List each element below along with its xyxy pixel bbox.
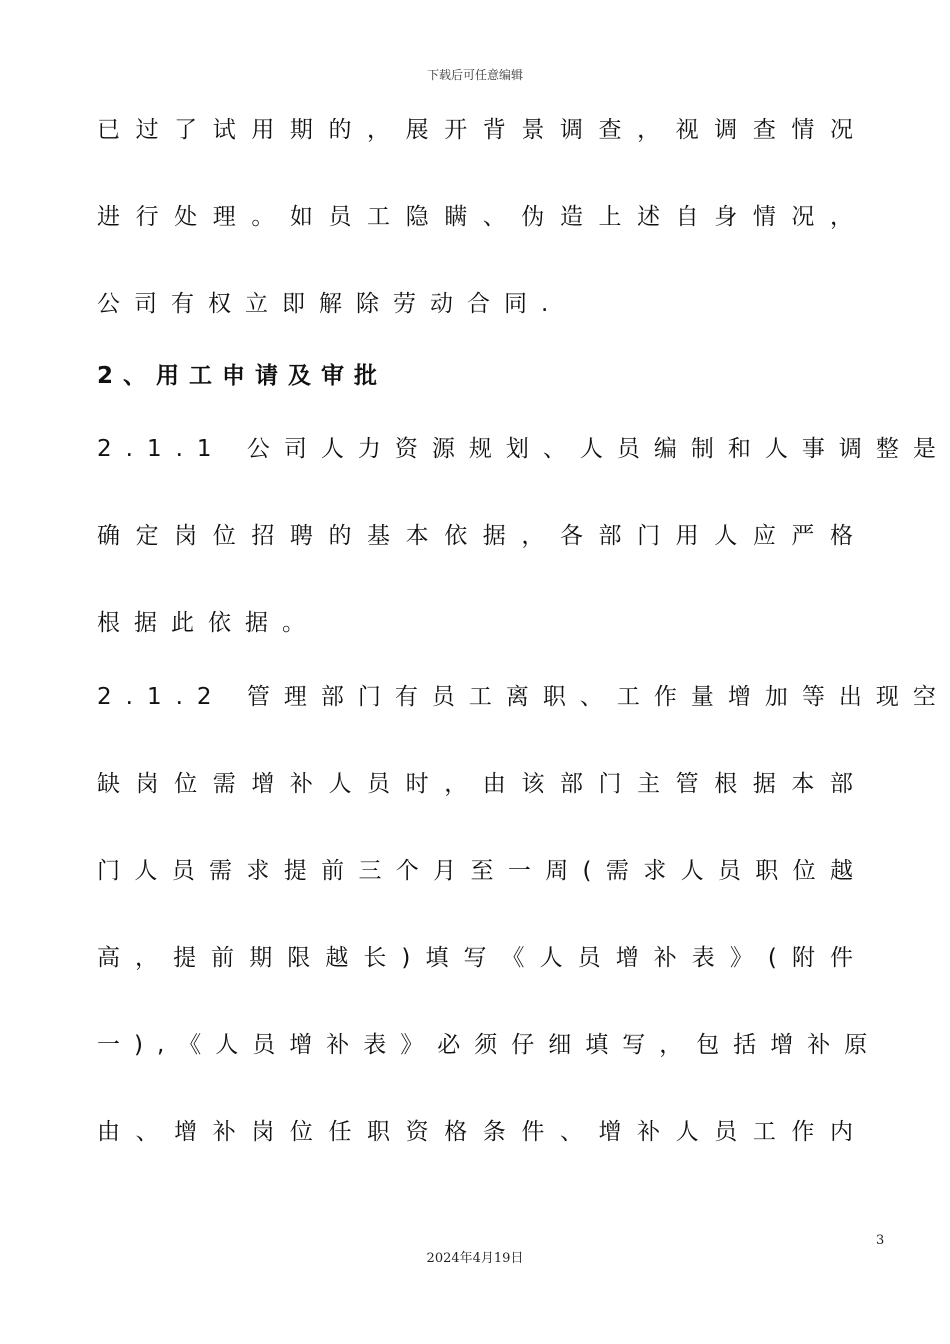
body-line: 一),《人员增补表》必须仔细填写，包括增补原 — [97, 1032, 882, 1058]
body-line: 2.1.2 管理部门有员工离职、工作量增加等出现空 — [97, 684, 950, 710]
body-line: 已过了试用期的，展开背景调查，视调查情况 — [97, 117, 867, 143]
body-line: 门人员需求提前三个月至一周(需求人员职位越 — [97, 858, 867, 884]
page-number: 3 — [876, 1233, 885, 1248]
body-line: 确定岗位招聘的基本依据，各部门用人应严格 — [97, 523, 867, 549]
body-line: 进行处理。如员工隐瞒、伪造上述自身情况， — [97, 204, 867, 230]
page-footer-date: 2024年4月19日 — [426, 1251, 524, 1266]
body-line: 由、增补岗位任职资格条件、增补人员工作内 — [97, 1119, 867, 1145]
section-heading: 2、用工申请及审批 — [97, 363, 388, 389]
body-line: 缺岗位需增补人员时，由该部门主管根据本部 — [97, 771, 867, 797]
body-line: 2.1.1 公司人力资源规划、人员编制和人事调整是 — [97, 436, 950, 462]
page-header: 下载后可任意编辑 — [426, 68, 523, 82]
body-line: 公司有权立即解除劳动合同. — [97, 291, 563, 317]
body-line: 高，提前期限越长)填写《人员增补表》(附件 — [97, 945, 867, 971]
body-line: 根据此依据。 — [97, 610, 319, 636]
